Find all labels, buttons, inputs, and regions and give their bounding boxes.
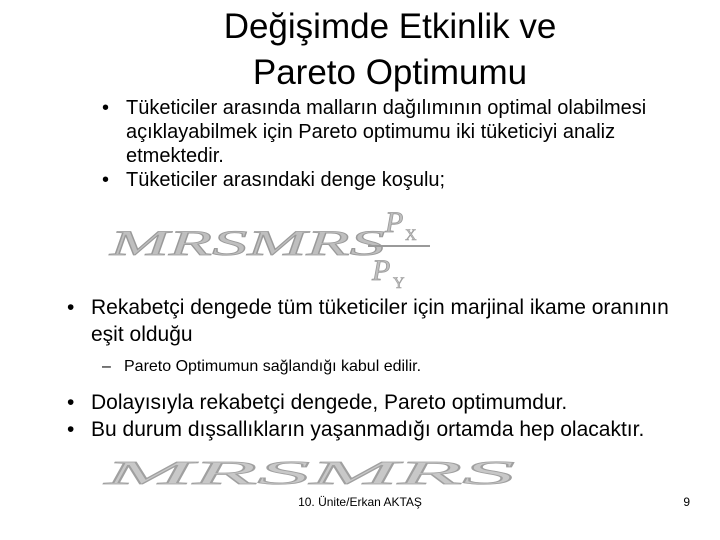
- formula-mrs-text: MRSMRS: [108, 223, 385, 263]
- formula-numerator: P: [385, 206, 404, 239]
- page-number: 9: [683, 495, 690, 509]
- bullet-list-mid: [65, 294, 685, 348]
- bullet-item: • Bu durum dışsallıkların yaşanmadığı ortamda hep olacaktır.: [65, 416, 685, 443]
- formula-numerator-sub: X: [405, 227, 417, 244]
- bullet-item: • Dolayısıyla rekabetçi dengede, Pareto optimumdur.: [65, 389, 685, 416]
- bullet-list-bottom: [65, 389, 685, 443]
- formula2-mrs-text: MRSMRS: [101, 455, 515, 492]
- formula-denominator: P: [372, 254, 391, 287]
- slide-title: [140, 4, 640, 96]
- title-line-2: Pareto Optimumu: [252, 53, 528, 92]
- footer-text: 10. Ünite/Erkan AKTAŞ: [298, 495, 422, 509]
- bullet-item: • Tüketiciler arasındaki denge koşulu;: [100, 168, 680, 192]
- formula-denominator-sub: Y: [393, 275, 405, 290]
- equilibrium-formula-image: [100, 200, 440, 290]
- pareto-formula-image: [100, 446, 530, 492]
- title-line-1: Değişimde Etkinlik ve: [223, 7, 557, 46]
- bullet-item: • Tüketiciler arasında malların dağılımının optimal olabilmesi açıklayabilmek için Pareto optimumu iki tüketiciyi analiz etmektedir.: [100, 96, 680, 168]
- sub-bullet-item: – Pareto Optimumun sağlandığı kabul edilir.: [100, 356, 421, 378]
- bullet-list-top: [100, 96, 680, 192]
- bullet-item: • Rekabetçi dengede tüm tüketiciler için marjinal ikame oranının eşit olduğu: [65, 294, 685, 348]
